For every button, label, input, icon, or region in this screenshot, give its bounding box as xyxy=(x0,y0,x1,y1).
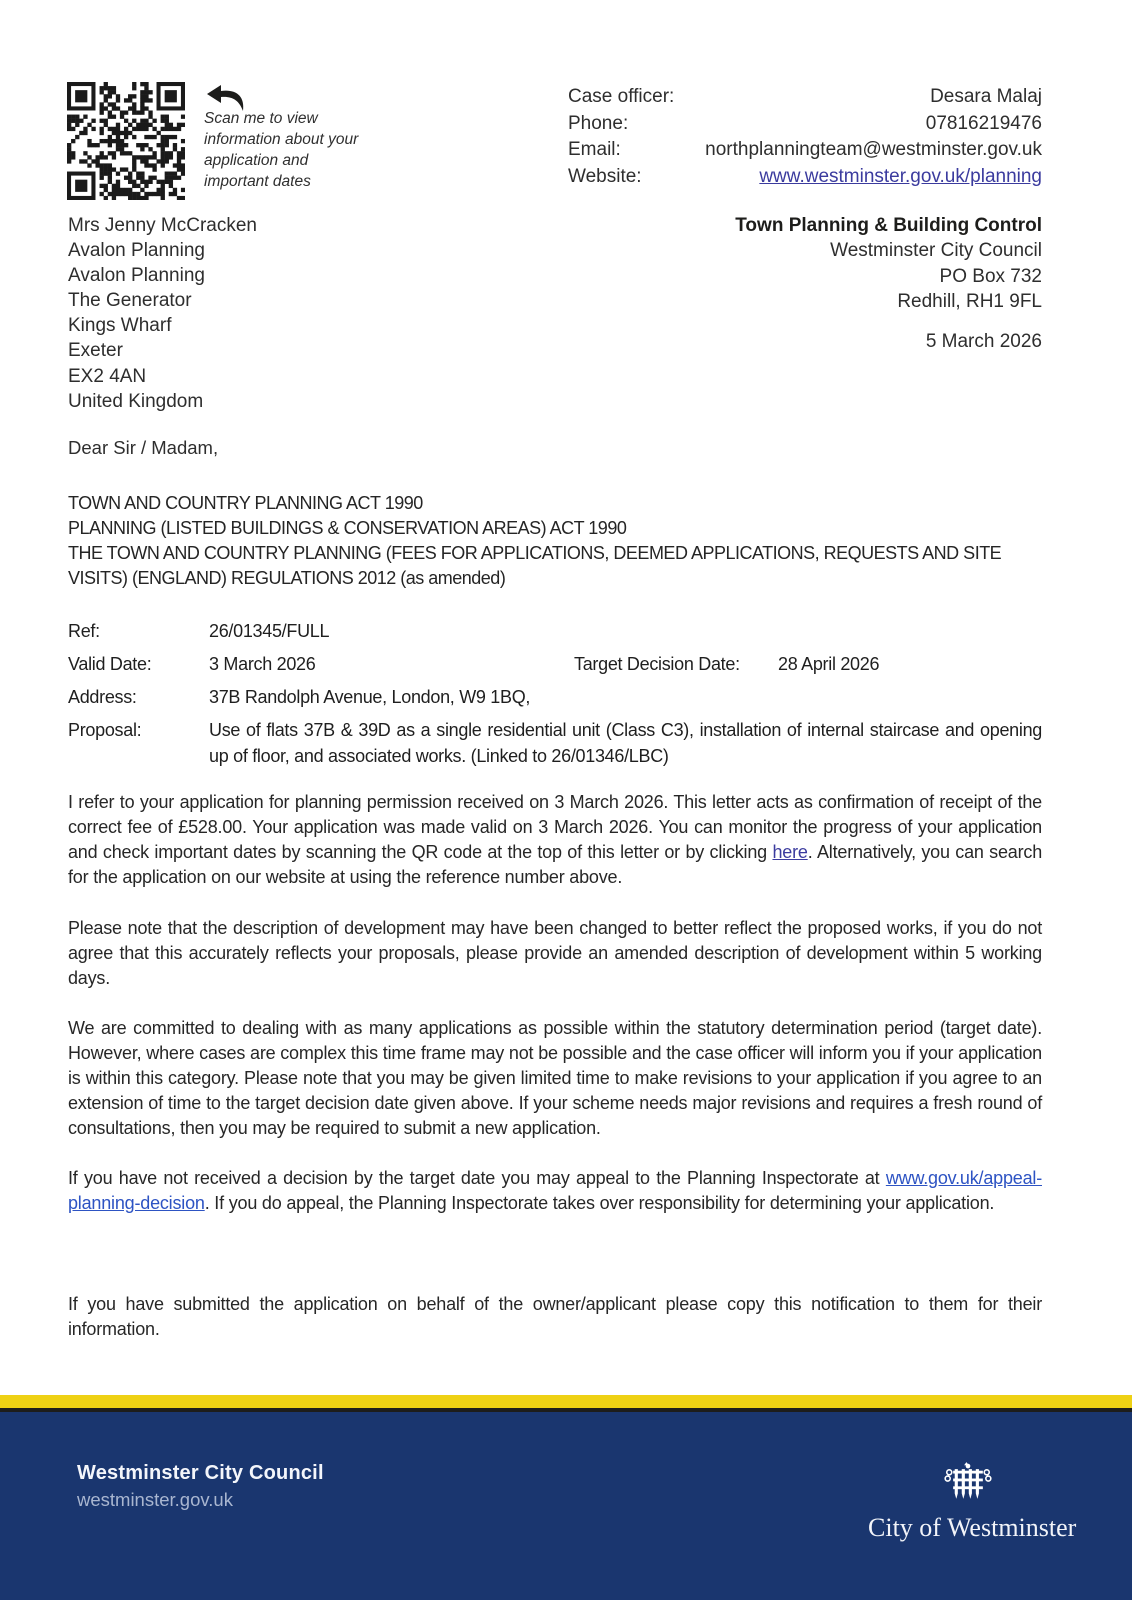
contact-row-phone xyxy=(568,111,1042,138)
paragraph-text: I refer to your application for planning permission received on 3 March 2026. This letter acts as confirmation of receipt of the correct fee of £528.00. Your application was made valid on 3 March 2026. You can monitor the progress of your application and check important dates by scanning the QR code at the top of this letter or by clicking xyxy=(68,792,1042,862)
recipient-line: Mrs Jenny McCracken xyxy=(68,215,257,236)
recipient-line: EX2 4AN xyxy=(68,365,147,387)
recipient-address xyxy=(68,213,257,414)
appeal-link[interactable]: www.gov.uk/appeal-planning-decision xyxy=(68,1168,1042,1213)
case-officer-label: Case officer: xyxy=(568,86,675,107)
act-line: PLANNING (LISTED BUILDINGS & CONSERVATION AREAS) ACT 1990 xyxy=(68,518,627,538)
footer-logo-text: City of Westminster xyxy=(868,1513,1077,1542)
paragraph-text: . If you do appeal, the Planning Inspectorate takes over responsibility for determining your application. xyxy=(204,1193,995,1213)
act-line: THE TOWN AND COUNTRY PLANNING (FEES FOR APPLICATIONS, DEEMED APPLICATIONS, REQUESTS AND SITE VISITS) (ENGLAND) REGULATIONS 2012 (as amended) xyxy=(68,543,1002,588)
acts-heading xyxy=(68,491,1048,591)
paragraph-receipt xyxy=(68,790,1042,890)
recipient-line: Avalon Planning xyxy=(68,240,205,262)
sender-line: Redhill, RH1 9FL xyxy=(897,291,1042,313)
qr-scan-note: Scan me to view information about your application and important dates xyxy=(204,110,359,190)
recipient-line: Avalon Planning xyxy=(68,265,205,287)
footer-council-name: Westminster City Council xyxy=(77,1462,324,1484)
sender-address xyxy=(735,213,1042,354)
city-of-westminster-logo xyxy=(868,1462,1077,1543)
salutation: Dear Sir / Madam, xyxy=(68,437,219,458)
contact-row-email xyxy=(568,137,1042,164)
portcullis-icon xyxy=(943,1462,993,1506)
valid-date-label: Valid Date: xyxy=(68,654,152,674)
target-decision-date-label: Target Decision Date: xyxy=(574,654,740,674)
paragraph-appeal xyxy=(68,1166,1042,1216)
paragraph-text: If you have not received a decision by the target date you may appeal to the Planning Inspectorate at xyxy=(68,1168,886,1188)
recipient-line: Exeter xyxy=(68,340,123,362)
proposal-value: Use of flats 37B & 39D as a single residential unit (Class C3), installation of internal staircase and opening up of floor, and associated works. (Linked to 26/01346/LBC) xyxy=(209,720,1042,766)
sender-line: Westminster City Council xyxy=(830,240,1042,262)
footer-council-url: westminster.gov.uk xyxy=(77,1489,233,1510)
footer-navy-band xyxy=(0,1412,1132,1600)
footer-yellow-stripe xyxy=(0,1395,1132,1408)
paragraph-determination: We are committed to dealing with as many applications as possible within the statutory determination period (target date). However, where cases are complex this time frame may not be possible and the case officer will inform you if your application is within this category. Please note that you may be given limited time to make revisions to your application if you agree to an extension of time to the target decision date given above. If your scheme needs major revisions and requires a fresh round of consultations, then you may be required to submit a new application. xyxy=(68,1018,1042,1138)
contact-block xyxy=(568,84,1042,190)
email-value: northplanningteam@westminster.gov.uk xyxy=(705,139,1042,160)
phone-label: Phone: xyxy=(568,112,629,134)
letter-date: 5 March 2026 xyxy=(925,330,1042,352)
footer-band xyxy=(0,1395,1132,1600)
paragraph-description: Please note that the description of development may have been changed to better reflect the proposed works, if you do not agree that this accurately reflects your proposals, please provide an amended description of development within 5 working days. xyxy=(68,918,1042,988)
recipient-line: The Generator xyxy=(68,290,192,312)
ref-label: Ref: xyxy=(68,621,100,641)
proposal-label: Proposal: xyxy=(68,720,142,740)
ref-number: 26/01345/FULL xyxy=(209,621,330,641)
website-link[interactable]: www.westminster.gov.uk/planning xyxy=(759,165,1042,187)
footer-council-block xyxy=(77,1462,324,1511)
valid-date-value: 3 March 2026 xyxy=(209,654,316,674)
act-line: TOWN AND COUNTRY PLANNING ACT 1990 xyxy=(68,493,423,513)
recipient-line: Kings Wharf xyxy=(68,315,172,337)
target-decision-date-value: 28 April 2026 xyxy=(778,654,880,674)
case-officer-value: Desara Malaj xyxy=(930,86,1042,107)
here-link[interactable]: here xyxy=(772,842,808,862)
paragraph-text: . Alternatively, you can search for the application on our website at using the reference number above. xyxy=(68,842,1043,887)
paragraph-copy-notification: If you have submitted the application on behalf of the owner/applicant please copy this notification to them for their information. xyxy=(68,1294,1042,1339)
recipient-line: United Kingdom xyxy=(68,390,204,412)
contact-row-case-officer xyxy=(568,84,1042,111)
site-address-value: 37B Randolph Avenue, London, W9 1BQ, xyxy=(209,687,531,707)
website-label: Website: xyxy=(568,165,642,187)
sender-line: PO Box 732 xyxy=(939,265,1042,287)
sender-department: Town Planning & Building Control xyxy=(735,215,1042,236)
qr-code xyxy=(67,82,185,200)
phone-value: 07816219476 xyxy=(925,112,1042,134)
contact-row-website xyxy=(568,164,1042,191)
email-label: Email: xyxy=(568,139,621,160)
address-label: Address: xyxy=(68,687,137,707)
